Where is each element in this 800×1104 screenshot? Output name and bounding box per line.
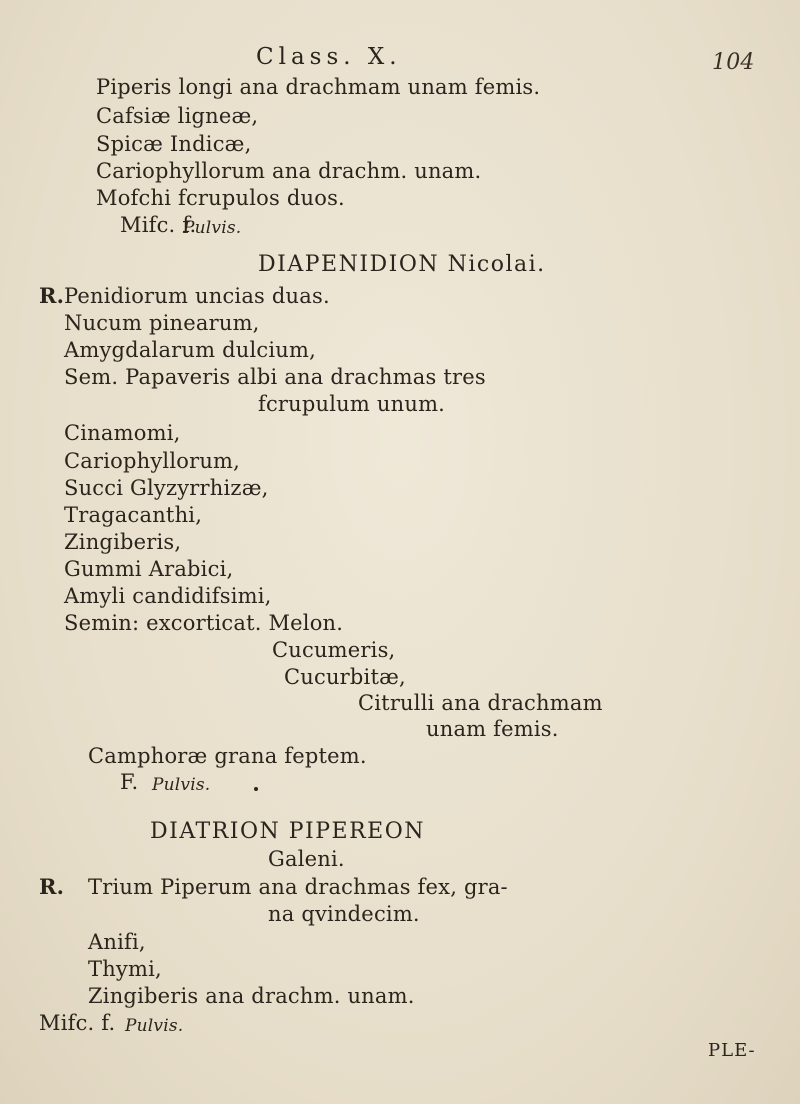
text-line: Spicæ Indicæ,: [96, 132, 252, 156]
text-line: Succi Glyzyrrhizæ,: [64, 476, 269, 500]
pulvis-label: Pulvis.: [183, 218, 242, 238]
text-line: Thymi,: [88, 957, 162, 981]
text-line: Cariophyllorum ana drachm. unam.: [96, 159, 482, 183]
text-line: Penidiorum uncias duas.: [64, 284, 330, 308]
pulvis-label: Pulvis.: [125, 1016, 184, 1036]
text-line: Amyli candidifsimi,: [64, 584, 272, 608]
rx-mark: R.: [39, 874, 65, 899]
text-line: Tragacanthi,: [64, 503, 203, 527]
text-line: Cariophyllorum,: [64, 449, 241, 473]
ink-dot: [254, 787, 258, 791]
text-line: Zingiberis ana drachm. unam.: [88, 984, 415, 1008]
text-line: Cinamomi,: [64, 421, 181, 445]
text-line: Nucum pinearum,: [64, 311, 260, 335]
text-line: Mifc. f.: [39, 1011, 116, 1035]
text-line: Cafsiæ ligneæ,: [96, 104, 259, 128]
text-line: Amygdalarum dulcium,: [64, 338, 317, 362]
text-line: Anifi,: [88, 930, 146, 954]
text-line: Piperis longi ana drachmam unam femis.: [96, 75, 541, 99]
text-line: Mofchi fcrupulos duos.: [96, 186, 345, 210]
text-line: Zingiberis,: [64, 530, 182, 554]
recipe-title: DIATRION PIPEREON: [150, 819, 425, 844]
page-number: 104: [712, 50, 755, 75]
text-line: Cucurbitæ,: [284, 665, 406, 689]
pulvis-label: Pulvis.: [152, 775, 211, 795]
text-line: Cucumeris,: [272, 638, 396, 662]
text-line: Semin: excorticat. Melon.: [64, 611, 344, 635]
text-line: fcrupulum unum.: [258, 392, 446, 416]
text-line: Sem. Papaveris albi ana drachmas tres: [64, 365, 486, 389]
text-line: unam femis.: [426, 717, 559, 741]
text-line: Trium Piperum ana drachmas fex, gra-: [88, 875, 508, 899]
catchword: PLE-: [708, 1040, 756, 1061]
text-line: Citrulli ana drachmam: [358, 691, 603, 715]
recipe-title: DIAPENIDION Nicolai.: [258, 252, 546, 277]
running-head: Class. X.: [256, 44, 402, 70]
recipe-author: Galeni.: [268, 847, 345, 871]
text-line: F.: [120, 770, 139, 794]
text-line: na qvindecim.: [268, 902, 420, 926]
rx-mark: R.: [39, 283, 65, 308]
text-line: Gummi Arabici,: [64, 557, 234, 581]
text-line: Camphoræ grana feptem.: [88, 744, 367, 768]
text-line: Mifc. f.: [120, 213, 197, 237]
